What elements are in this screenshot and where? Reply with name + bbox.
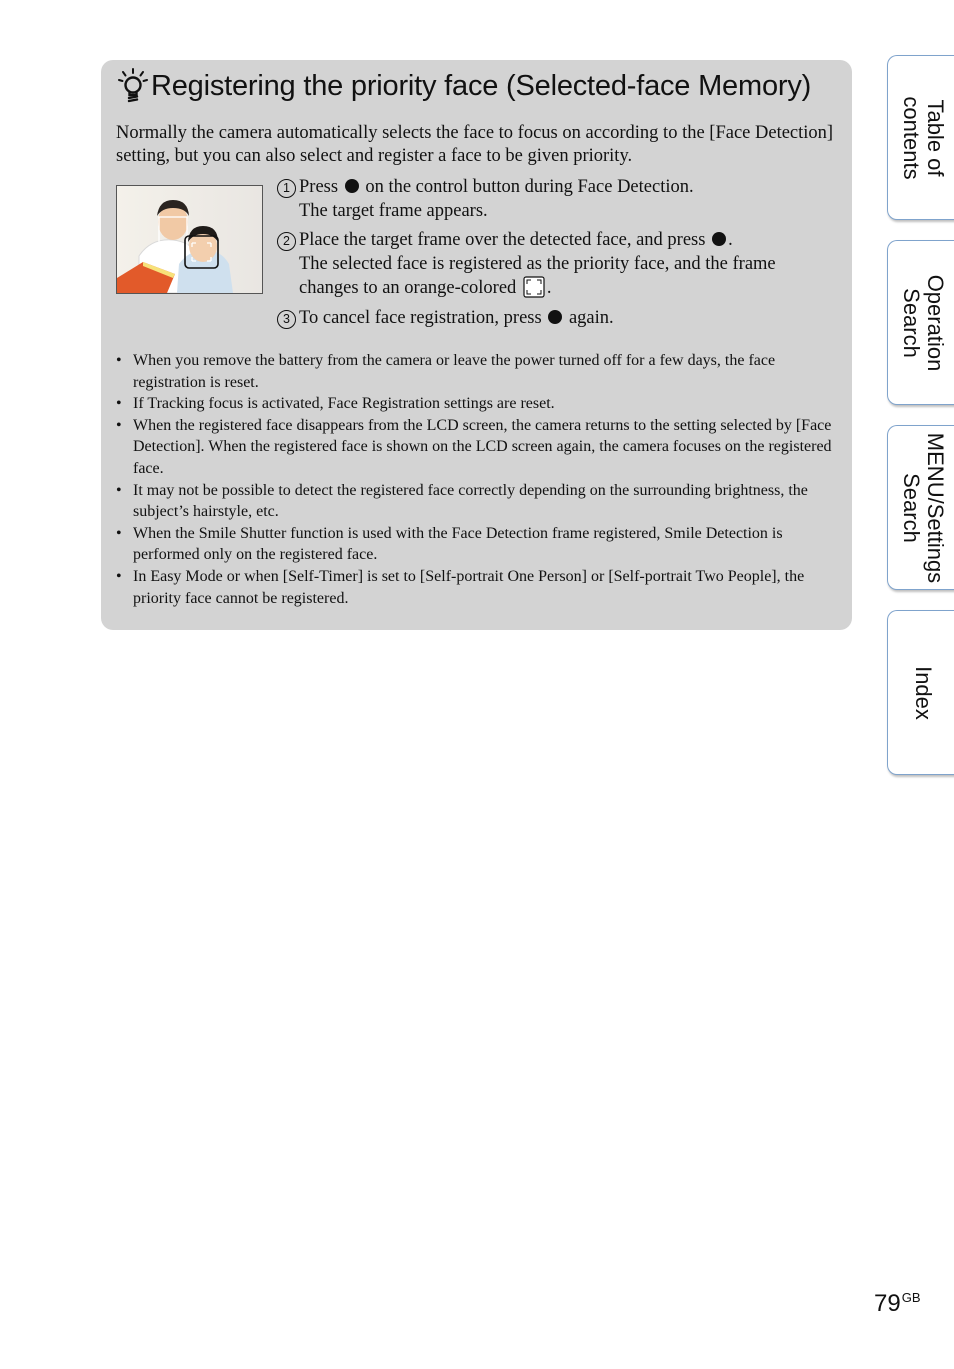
- note-item: • If Tracking focus is activated, Face Registration settings are reset.: [116, 393, 836, 415]
- tip-heading: [116, 66, 811, 106]
- step-2-result-before: The selected face is registered as the priority face, and the frame changes to an orange-colored: [299, 253, 776, 298]
- tab-label: Operation Search: [899, 274, 948, 371]
- light-bulb-hint-icon: [116, 67, 150, 105]
- face-detection-illustration: [117, 186, 262, 293]
- note-item: • In Easy Mode or when [Self-Timer] is set to [Self-portrait One Person] or [Self-portrait Two People], the priority face cannot be registered.: [116, 566, 836, 609]
- step-1-result: The target frame appears.: [299, 200, 488, 221]
- step-number-2: 2: [277, 232, 296, 251]
- step-2-result: [299, 253, 837, 301]
- page-number-value: 79: [874, 1290, 901, 1317]
- procedure-steps: [277, 176, 837, 330]
- step-3: [277, 307, 837, 331]
- note-item: • When the registered face disappears from the LCD screen, the camera returns to the setting selected by [Face Detection]. When the registered face is shown on the LCD screen again, the camera focuses on the registered face.: [116, 415, 836, 480]
- step-number-1: 1: [277, 179, 296, 198]
- center-button-icon: [345, 179, 359, 193]
- center-button-icon: [712, 232, 726, 246]
- note-item: • It may not be possible to detect the registered face correctly depending on the surrounding brightness, the subject’s hairstyle, etc.: [116, 480, 836, 523]
- orange-face-frame-icon: [523, 276, 545, 298]
- step-2: [277, 229, 837, 301]
- step-3-text-before: To cancel face registration, press: [299, 307, 542, 328]
- center-button-icon: [548, 310, 562, 324]
- tab-label: MENU/Settings Search: [899, 432, 948, 583]
- tab-table-of-contents[interactable]: [887, 55, 954, 220]
- face-detection-example-photo: [116, 185, 263, 294]
- page-region-suffix: GB: [901, 1290, 921, 1305]
- step-1: [277, 176, 837, 223]
- step-2-text-after: .: [728, 230, 733, 250]
- step-1-text-before: Press: [299, 177, 339, 197]
- tip-title: Registering the priority face (Selected-face Memory): [151, 69, 812, 102]
- tab-label: Index: [911, 665, 936, 720]
- tab-index[interactable]: [887, 610, 954, 775]
- step-3-text-after: again.: [568, 307, 614, 328]
- step-number-3: 3: [277, 310, 296, 329]
- tab-label: Table of contents: [899, 95, 948, 180]
- step-2-result-after: .: [546, 278, 552, 298]
- note-item: • When the Smile Shutter function is used with the Face Detection frame registered, Smile Detection is performed only on the registered face.: [116, 523, 836, 566]
- page-number: [874, 1290, 921, 1318]
- notes-list: [116, 350, 836, 609]
- tab-operation-search[interactable]: [887, 240, 954, 405]
- tab-menu-settings-search[interactable]: [887, 425, 954, 590]
- note-item: • When you remove the battery from the camera or leave the power turned off for a few days, the face registration is reset.: [116, 350, 836, 393]
- step-1-text-after: on the control button during Face Detection.: [365, 177, 694, 197]
- intro-paragraph: Normally the camera automatically selects the face to focus on according to the [Face Detection] setting, but you can also select and register a face to be given priority.: [116, 123, 834, 166]
- step-2-text-before: Place the target frame over the detected face, and press: [299, 230, 706, 250]
